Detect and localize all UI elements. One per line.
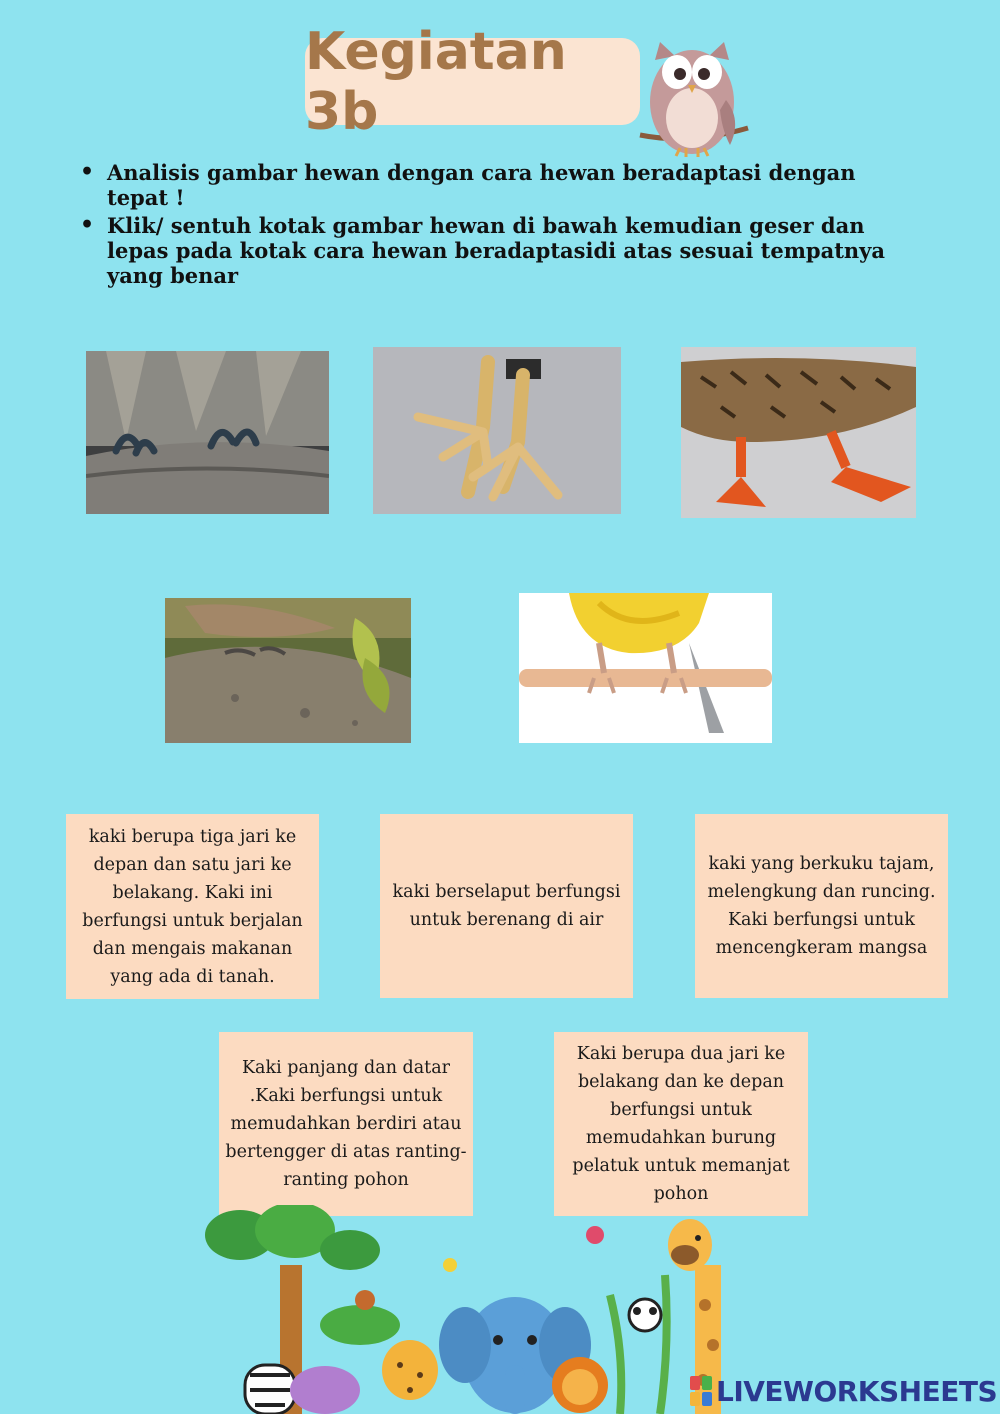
chicken-feet-icon — [373, 347, 621, 514]
liveworksheets-mark-icon — [690, 1376, 712, 1406]
image-eagle-talons[interactable] — [86, 351, 329, 514]
answer-box-text: Kaki panjang dan datar .Kaki berfungsi untuk memudahkan berdiri atau bertengger di atas ranting-ranting pohon — [225, 1058, 467, 1190]
page-title: Kegiatan 3b — [305, 21, 567, 142]
instruction-item: • Klik/ sentuh kotak gambar hewan di bawah kemudian geser dan lepas pada kotak cara hewan beradaptasidi atas sesuai tempatnya yang benar — [80, 213, 910, 288]
answer-box-canary[interactable] — [219, 1032, 473, 1216]
image-chicken-feet[interactable] — [373, 347, 621, 514]
answer-box-text: kaki yang berkuku tajam, melengkung dan runcing. Kaki berfungsi untuk mencengkeram mangsa — [707, 854, 936, 958]
instruction-item: • Analisis gambar hewan dengan cara hewan beradaptasi dengan tepat ! — [80, 160, 910, 210]
answer-box-text: kaki berupa tiga jari ke depan dan satu jari ke belakang. Kaki ini berfungsi untuk berjalan dan mengais makanan yang ada di tanah. — [82, 826, 303, 987]
answer-box-text: kaki berselaput berfungsi untuk berenang di air — [392, 882, 621, 930]
answer-box-eagle[interactable] — [695, 814, 948, 998]
canary-feet-icon — [519, 593, 772, 743]
answer-box-text: Kaki berupa dua jari ke belakang dan ke depan berfungsi untuk memudahkan burung pelatuk untuk memanjat pohon — [572, 1044, 790, 1204]
answer-box-chicken[interactable] — [66, 814, 319, 999]
answer-box-woodpecker[interactable] — [554, 1032, 808, 1216]
brand-name: LIVEWORKSHEETS — [716, 1374, 998, 1408]
image-woodpecker-feet[interactable] — [165, 598, 411, 743]
instruction-list — [80, 160, 910, 291]
liveworksheets-logo[interactable] — [690, 1373, 997, 1409]
title-box — [305, 21, 640, 142]
image-duck-feet[interactable] — [681, 347, 916, 518]
woodpecker-feet-icon — [165, 598, 411, 743]
answer-box-duck[interactable] — [380, 814, 633, 998]
eagle-talons-icon — [86, 351, 329, 514]
image-canary-feet[interactable] — [519, 593, 772, 743]
owl-illustration — [630, 30, 760, 165]
duck-feet-icon — [681, 347, 916, 518]
